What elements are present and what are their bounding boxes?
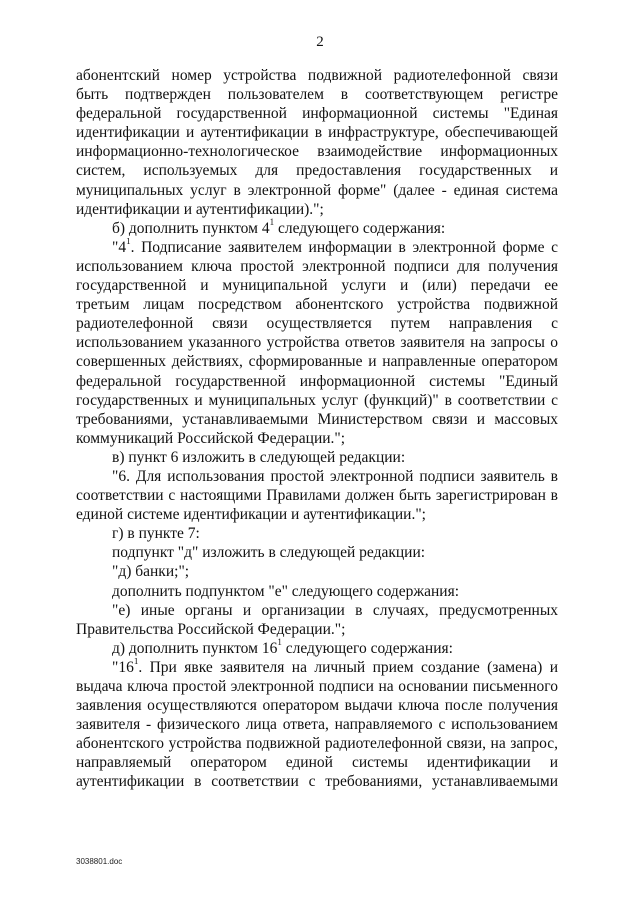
text-line-content: федеральной государственной информационной системы "Единый [76,372,558,390]
superscript-index: 1 [133,657,139,666]
text-line [76,104,558,123]
text-line-content: выдача ключа простой электронной подписи на основании письменного [76,678,558,695]
text-line [76,543,558,562]
text-line-content: идентификации и аутентификации)."; [76,200,324,218]
text-line-content: идентификации и аутентификации в инфраструктуре, обеспечивающей [76,124,558,142]
text-line-content: федеральной государственной информационной системы "Единая [76,105,558,123]
text-line [76,161,558,180]
text-line-content: абонентского устройства подвижной радиотелефонной связи, на запрос, [76,735,558,753]
text-line [76,677,558,696]
text-line-content: заявителя - физического лица ответа, направляемого с использованием [76,716,558,734]
text-line [76,448,558,467]
text-line-content: быть подтвержден пользователем в соответствующем регистре [76,86,558,104]
text-line-content: государственной и муниципальной услуги и (или) передачи ее [76,277,558,295]
text-line-content: г) в пункте 7: [112,525,200,543]
text-line-content: "е) иные органы и организации в случаях, предусмотренных [112,601,558,619]
text-line-content: дополнить подпунктом "е" следующего содержания: [112,582,460,600]
text-line-content: подпункт "д" изложить в следующей редакции: [112,544,426,562]
text-line-content: б) дополнить пунктом 4 [112,219,270,237]
text-line [76,429,558,448]
text-line-content: аутентификации в соответствии с требованиями, устанавливаемыми [76,773,558,791]
text-line [76,372,558,391]
text-line [76,505,558,524]
superscript-index: 1 [126,237,131,246]
text-line [76,524,558,543]
text-line [76,753,558,772]
text-line [76,216,558,238]
text-line-content: использованием указанного устройства ответов заявителя на запросы о [76,334,558,352]
text-line [76,772,558,791]
text-line-continuation: следующего содержания: [274,219,446,237]
text-line [76,734,558,753]
text-line-content: "4 [112,238,127,256]
text-line-content: заявления осуществляются оператором выдачи ключа после получения [76,697,558,715]
text-line [76,636,558,658]
text-line [76,276,558,295]
text-line-content: требованиями, устанавливаемыми Министерством связи и массовых [76,410,558,428]
text-line-content: радиотелефонной связи осуществляется путем направления с [76,315,558,333]
text-line-content: муниципальных услуг в электронной форме" (далее - единая система [76,181,558,199]
text-line-content: систем, используемых для предоставления государственных и [76,162,558,180]
text-line [76,200,558,219]
text-line [76,410,558,429]
text-line-content: д) дополнить пунктом 16 [112,639,278,657]
document-filename-footer: 3038801.doc [76,857,123,866]
page-number: 2 [316,34,324,50]
text-line-content: "6. Для использования простой электронной подписи заявитель в [112,467,558,485]
text-line [76,620,558,639]
text-line-continuation: . Подписание заявителем информации в электронной форме с [130,238,558,256]
text-line-content: государственных и муниципальных услуг (функций)" в соответствии с [76,391,558,409]
text-line-content: "16 [112,658,134,676]
text-line-content: третьим лицам посредством абонентского устройства подвижной [76,296,558,314]
text-line [76,715,558,734]
superscript-index: 1 [277,636,282,647]
text-line-content: единой системе идентификации и аутентификации."; [76,506,426,524]
text-line [76,696,558,715]
text-line [76,486,558,505]
text-line [76,352,558,371]
text-line-continuation: следующего содержания: [281,639,453,657]
text-line [76,295,558,314]
document-body [76,66,558,792]
text-line [76,123,558,142]
text-line-continuation: . При явке заявителя на личный прием создание (замена) и [138,658,558,676]
text-line-content: Правительства Российской Федерации."; [76,620,346,638]
text-line [76,142,558,161]
text-line-content: совершенных действиях, сформированные и направленные оператором [76,353,558,371]
text-line [76,85,558,104]
text-line [76,658,558,677]
text-line-content: соответствии с настоящими Правилами должен быть зарегистрирован в [76,487,558,505]
text-line [76,601,558,620]
text-line [76,238,558,257]
superscript-index: 1 [269,216,275,227]
text-line [76,391,558,410]
text-line-content: в) пункт 6 изложить в следующей редакции: [112,448,406,466]
text-line-content: направляемый оператором единой системы идентификации и [76,754,558,772]
text-line-content: "д) банки;"; [112,563,190,581]
text-line-content: информационно-технологическое взаимодействие информационных [76,143,558,161]
text-line [76,181,558,200]
text-line [76,66,558,85]
text-line-content: абонентский номер устройства подвижной радиотелефонной связи [76,67,558,84]
text-line [76,582,558,601]
text-line [76,333,558,352]
text-line-content: использованием ключа простой электронной подписи для получения [76,257,558,275]
text-line [76,562,558,581]
text-line [76,257,558,276]
text-line-content: коммуникаций Российской Федерации."; [76,429,346,447]
text-line [76,314,558,333]
text-line [76,467,558,486]
